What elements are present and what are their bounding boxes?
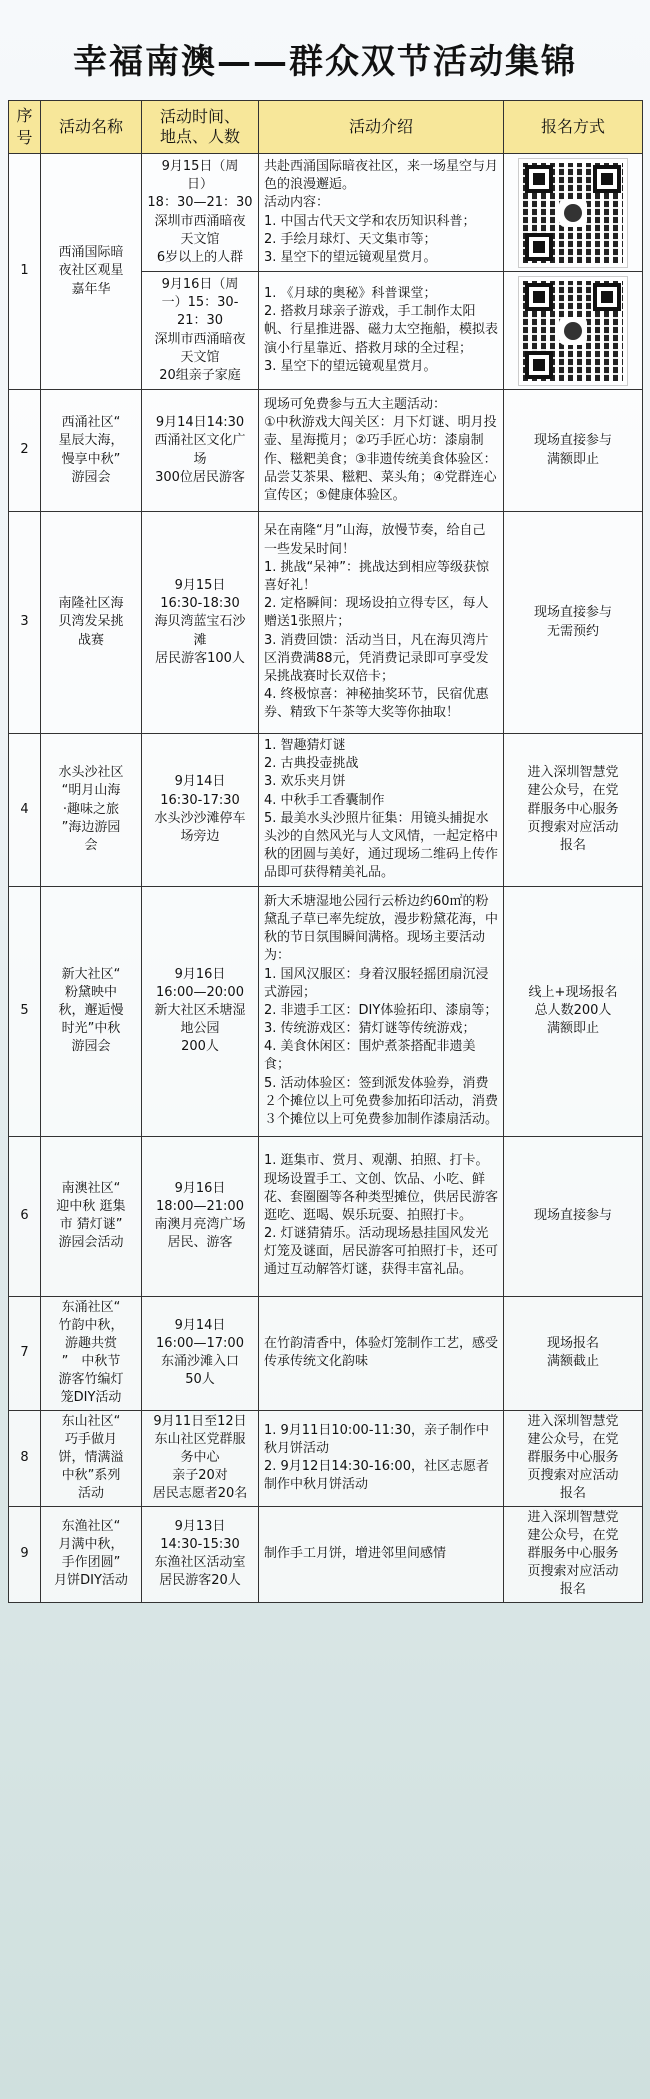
row-number: 5 bbox=[9, 886, 41, 1136]
activity-name-line: 东涌社区“ bbox=[61, 1299, 121, 1315]
registration-method bbox=[504, 1136, 643, 1296]
time-place-line: 20组亲子家庭 bbox=[159, 367, 241, 383]
time-place-line: 6岁以上的人群 bbox=[156, 249, 244, 265]
registration-line: 报名 bbox=[559, 1486, 586, 1502]
registration-line: 页搜索对应活动 bbox=[527, 1564, 619, 1580]
activity-name bbox=[41, 886, 142, 1136]
activity-description: 新大禾塘湿地公园行云桥边约60㎡的粉黛乱子草已率先绽放，漫步粉黛花海，中秋的节日氛围瞬间满格。现场主要活动为： 1. 国风汉服区：身着汉服轻摇团扇沉浸式游园； 2. 非遗手工区：DIY体验拓印、漆扇等； 3. 传统游戏区：猜灯谜等传统游戏； 4. 美食休闲区：围炉煮茶搭配非遗美食； 5. 活动体验区：签到派发体验券，消费２个摊位以上可免费参加拓印活动，消费３个摊位以上可免费参加制作漆扇活动。 bbox=[259, 886, 504, 1136]
row-number: 8 bbox=[9, 1410, 41, 1506]
time-place-line: 南澳月亮湾广场 bbox=[154, 1217, 246, 1232]
row-number: 4 bbox=[9, 734, 41, 887]
table-row bbox=[9, 1136, 643, 1296]
registration-line: 现场直接参与 bbox=[533, 605, 612, 621]
header-desc: 活动介绍 bbox=[259, 101, 504, 154]
activity-name-line: 中秋”系列 bbox=[61, 1468, 121, 1484]
table-row bbox=[9, 1410, 643, 1506]
registration-line: 页搜索对应活动 bbox=[527, 1468, 619, 1484]
activity-name-line: 夜社区观星 bbox=[58, 263, 124, 279]
activity-time-place bbox=[142, 1136, 259, 1296]
activity-name-line: 市 猜灯谜” bbox=[59, 1217, 123, 1232]
registration-method bbox=[504, 886, 643, 1136]
qr-finder-pattern bbox=[525, 351, 553, 379]
time-place-line: 场 bbox=[193, 451, 207, 467]
time-place-line: 东涌沙滩入口 bbox=[160, 1354, 239, 1370]
qr-code-wechat bbox=[519, 159, 627, 267]
activity-name-line: 时光”中秋 bbox=[61, 1021, 121, 1037]
time-place-line: 亲子20对 bbox=[172, 1468, 228, 1484]
activity-name-line: 月饼DIY活动 bbox=[54, 1573, 128, 1589]
registration-line: 建公众号，在党 bbox=[527, 1431, 619, 1447]
activity-name-line: 秋，邂逅慢 bbox=[58, 1002, 124, 1018]
registration-line: 进入深圳智慧党 bbox=[527, 1509, 619, 1525]
time-place-line: 18：30—21：30 bbox=[147, 195, 253, 211]
registration-line: 满额即止 bbox=[546, 1021, 599, 1037]
registration-method bbox=[504, 734, 643, 887]
activity-name-line: 饼，情满溢 bbox=[58, 1450, 124, 1465]
time-place-line: 务中心 bbox=[180, 1450, 220, 1465]
table-row bbox=[9, 734, 643, 887]
activity-time-place bbox=[142, 886, 259, 1136]
activity-name-line: 竹韵中秋， bbox=[58, 1317, 124, 1333]
activity-time-place bbox=[142, 512, 259, 734]
activity-name bbox=[41, 390, 142, 512]
time-place-line: 9月16日 bbox=[174, 966, 226, 982]
time-place-line: 200人 bbox=[181, 1039, 219, 1055]
time-place-line: 居民游客100人 bbox=[155, 650, 245, 666]
registration-line: 页搜索对应活动 bbox=[527, 819, 619, 835]
activity-name-line: 东渔社区“ bbox=[61, 1518, 121, 1534]
activity-name-line: 巧手做月 bbox=[64, 1431, 117, 1447]
header-time: 活动时间、 地点、人数 bbox=[142, 101, 259, 154]
registration-line: 群服务中心服务 bbox=[527, 801, 619, 817]
registration-method bbox=[504, 1410, 643, 1506]
time-place-line: 海贝湾蓝宝石沙 bbox=[154, 614, 246, 630]
time-place-line: 9月16日 bbox=[174, 1180, 226, 1196]
activity-description: 1. 智趣猜灯谜 2. 古典投壶挑战 3. 欢乐夹月饼 4. 中秋手工香囊制作 5. 最美水头沙照片征集：用镜头捕捉水头沙的自然风光与人文风情，一起定格中秋的团圆与美好，通过现场二维码上传作品即可获得精美礼品。 bbox=[259, 734, 504, 887]
time-place-line: 日） bbox=[186, 177, 213, 193]
activity-time-place bbox=[142, 1410, 259, 1506]
time-place-line: 深圳市西涌暗夜 bbox=[154, 213, 246, 229]
activity-name-line: 游园会 bbox=[71, 469, 111, 485]
activity-name bbox=[41, 1506, 142, 1602]
activity-name-line: 西涌国际暗 bbox=[58, 245, 124, 261]
activity-name-line: 活动 bbox=[77, 1486, 104, 1502]
activity-description: 制作手工月饼，增进邻里间感情 bbox=[259, 1506, 504, 1602]
activity-description: 1. 9月11日10:00-11:30，亲子制作中秋月饼活动 2. 9月12日14:30-16:00，社区志愿者制作中秋月饼活动 bbox=[259, 1410, 504, 1506]
qr-finder-pattern bbox=[593, 165, 621, 193]
time-place-line: 新大社区禾塘湿 bbox=[154, 1002, 246, 1018]
registration-line: 满额即止 bbox=[546, 451, 599, 467]
activity-name-line: 游客竹编灯 bbox=[58, 1372, 124, 1388]
time-place-line: 9月14日 bbox=[174, 774, 226, 790]
qr-logo-dot bbox=[564, 322, 582, 340]
activity-name-line: 战赛 bbox=[77, 632, 104, 648]
qr-code-miniprogram bbox=[519, 277, 627, 385]
time-place-line: 天文馆 bbox=[180, 231, 220, 247]
time-place-line: 9月11日至12日 bbox=[153, 1413, 247, 1429]
activity-time-place bbox=[142, 154, 259, 272]
activity-name-line: 会 bbox=[84, 838, 98, 854]
registration-qr bbox=[504, 154, 643, 272]
activity-name-line: ” 中秋节 bbox=[61, 1354, 121, 1370]
header-no: 序号 bbox=[9, 101, 41, 154]
registration-line: 现场报名 bbox=[546, 1335, 599, 1351]
qr-finder-pattern bbox=[593, 283, 621, 311]
time-place-line: 9月15日 bbox=[174, 578, 226, 594]
activity-description: 呆在南隆“月”山海，放慢节奏，给自己一些发呆时间！ 1. 挑战“呆神”：挑战达到相应等级获惊喜好礼！ 2. 定格瞬间：现场设拍立得专区，每人赠送1张照片； 3. 消费回馈：活动当日，凡在海贝湾片区消费满88元，凭消费记录即可享受发呆挑战赛时长双倍卡； 4. 终极惊喜：神秘抽奖环节，民宿优惠券、精致下午茶等大奖等你抽取！ bbox=[259, 512, 504, 734]
registration-method bbox=[504, 1506, 643, 1602]
time-place-line: 天文馆 bbox=[180, 349, 220, 365]
time-place-line: 9月16日（周 bbox=[161, 276, 239, 292]
activity-name-line: ·趣味之旅 bbox=[62, 801, 120, 817]
activity-name bbox=[41, 154, 142, 390]
time-place-line: 深圳市西涌暗夜 bbox=[154, 331, 246, 347]
registration-line: 群服务中心服务 bbox=[527, 1450, 619, 1465]
header-name: 活动名称 bbox=[41, 101, 142, 154]
registration-line: 满额截止 bbox=[546, 1354, 599, 1370]
table-header-row bbox=[9, 101, 643, 154]
registration-line: 群服务中心服务 bbox=[527, 1545, 619, 1561]
activity-name-line: 手作团圆” bbox=[61, 1555, 121, 1571]
registration-line: 线上+现场报名 bbox=[528, 984, 618, 1000]
time-place-line: 地公园 bbox=[180, 1021, 220, 1037]
activity-name bbox=[41, 1296, 142, 1410]
registration-line: 建公众号，在党 bbox=[527, 1527, 619, 1543]
qr-finder-pattern bbox=[525, 165, 553, 193]
activity-description: 1. 逛集市、赏月、观潮、拍照、打卡。现场设置手工、文创、饮品、小吃、鲜花、套圈圈等各种类型摊位，供居民游客逛吃、逛喝、娱乐玩耍、拍照打卡。 2. 灯谜猜猜乐。活动现场悬挂国风发光灯笼及谜面，居民游客可拍照打卡，还可通过互动解答灯谜，获得丰富礼品。 bbox=[259, 1136, 504, 1296]
activity-description: 在竹韵清香中，体验灯笼制作工艺，感受传承传统文化韵味 bbox=[259, 1296, 504, 1410]
registration-line: 现场直接参与 bbox=[533, 1207, 612, 1223]
activity-name-line: 游园会活动 bbox=[58, 1235, 124, 1251]
time-place-line: 16:30-18:30 bbox=[160, 596, 240, 612]
activity-name-line: 南澳社区“ bbox=[61, 1180, 121, 1196]
activity-name bbox=[41, 1136, 142, 1296]
qr-finder-pattern bbox=[525, 233, 553, 261]
row-number: 6 bbox=[9, 1136, 41, 1296]
time-place-line: 居民志愿者20名 bbox=[152, 1486, 248, 1502]
time-place-line: 16:00—20:00 bbox=[156, 984, 244, 1000]
row-number: 3 bbox=[9, 512, 41, 734]
time-place-line: 9月14日 bbox=[174, 1317, 226, 1333]
time-place-line: 9月15日（周 bbox=[161, 158, 239, 174]
page-title: 幸福南澳——群众双节活动集锦 bbox=[73, 42, 577, 82]
time-place-line: 水头沙沙滩停车 bbox=[154, 810, 246, 826]
activity-name-line: 南隆社区海 bbox=[58, 596, 124, 612]
activity-name-line: 贝湾发呆挑 bbox=[58, 614, 124, 630]
activity-name-line: 笼DIY活动 bbox=[60, 1390, 122, 1406]
time-place-line: 18:00—21:00 bbox=[156, 1198, 244, 1214]
registration-method bbox=[504, 390, 643, 512]
registration-line: 报名 bbox=[559, 838, 586, 854]
registration-line: 现场直接参与 bbox=[533, 433, 612, 449]
row-number: 7 bbox=[9, 1296, 41, 1410]
activity-description: 现场可免费参与五大主题活动： ①中秋游戏大闯关区：月下灯谜、明月投壶、星海揽月；②巧手匠心坊：漆扇制作、糍粑美食；③非遗传统美食体验区：品尝艾茶果、糍粑、菜头角；④党群连心宣传区；⑤健康体验区。 bbox=[259, 390, 504, 512]
activity-time-place bbox=[142, 1296, 259, 1410]
time-place-line: 9月14日14:30 bbox=[155, 415, 245, 431]
time-place-line: 16:30-17:30 bbox=[160, 792, 240, 808]
row-number: 1 bbox=[9, 154, 41, 390]
activity-name-line: 粉黛映中 bbox=[64, 984, 117, 1000]
time-place-line: 14:30-15:30 bbox=[160, 1536, 240, 1552]
activity-name bbox=[41, 512, 142, 734]
registration-method bbox=[504, 1296, 643, 1410]
table-row bbox=[9, 390, 643, 512]
time-place-line: 300位居民游客 bbox=[155, 469, 245, 485]
time-place-line: 西涌社区文化广 bbox=[154, 433, 246, 449]
registration-line: 进入深圳智慧党 bbox=[527, 1413, 619, 1429]
qr-center-logo-icon bbox=[559, 199, 587, 227]
registration-line: 报名 bbox=[559, 1582, 586, 1598]
time-place-line: 居民、游客 bbox=[167, 1235, 233, 1251]
activity-name-line: 月满中秋， bbox=[58, 1536, 124, 1552]
time-place-line: 滩 bbox=[193, 632, 207, 648]
activity-name-line: 迎中秋 逛集 bbox=[56, 1198, 126, 1214]
time-place-line: 16:00—17:00 bbox=[156, 1335, 244, 1351]
registration-line: 建公众号，在党 bbox=[527, 783, 619, 799]
activity-time-place bbox=[142, 1506, 259, 1602]
registration-line: 无需预约 bbox=[546, 623, 599, 639]
activity-time-place bbox=[142, 390, 259, 512]
activity-name-line: 游园会 bbox=[71, 1039, 111, 1055]
registration-qr bbox=[504, 272, 643, 390]
row-number: 2 bbox=[9, 390, 41, 512]
activity-name-line: 西涌社区“ bbox=[61, 415, 121, 431]
table-row bbox=[9, 154, 643, 272]
activity-name bbox=[41, 734, 142, 887]
table-row bbox=[9, 1296, 643, 1410]
activity-name-line: 水头沙社区 bbox=[58, 765, 124, 781]
registration-line: 进入深圳智慧党 bbox=[527, 765, 619, 781]
time-place-line: 居民游客20人 bbox=[159, 1573, 241, 1589]
activity-time-place bbox=[142, 272, 259, 390]
activity-name-line: 新大社区“ bbox=[61, 966, 121, 982]
registration-method bbox=[504, 512, 643, 734]
activity-name bbox=[41, 1410, 142, 1506]
registration-line: 总人数200人 bbox=[534, 1002, 612, 1018]
activity-name-line: 嘉年华 bbox=[71, 281, 111, 297]
qr-finder-pattern bbox=[525, 283, 553, 311]
activity-name-line: 星辰大海， bbox=[58, 433, 124, 449]
time-place-line: 9月13日 bbox=[174, 1518, 226, 1534]
table-row bbox=[9, 886, 643, 1136]
time-place-line: 50人 bbox=[185, 1372, 215, 1388]
activity-name-line: 慢享中秋” bbox=[61, 451, 121, 467]
row-number: 9 bbox=[9, 1506, 41, 1602]
activity-name-line: 游趣共赏 bbox=[64, 1335, 117, 1351]
header-reg: 报名方式 bbox=[504, 101, 643, 154]
activity-name-line: 东山社区“ bbox=[61, 1413, 121, 1429]
time-place-line: 东渔社区活动室 bbox=[154, 1555, 246, 1571]
time-place-line: 场旁边 bbox=[180, 828, 220, 844]
activity-table bbox=[8, 100, 643, 1603]
qr-logo-dot bbox=[564, 204, 582, 222]
activity-description: 共赴西涌国际暗夜社区，来一场星空与月色的浪漫邂逅。 活动内容： 1. 中国古代天文学和农历知识科普； 2. 手绘月球灯、天文集市等； 3. 星空下的望远镜观星赏月。 bbox=[259, 154, 504, 272]
activity-name-line: “明月山海 bbox=[61, 783, 121, 799]
activity-description: 1. 《月球的奥秘》科普课堂； 2. 搭救月球亲子游戏，手工制作太阳帆、行星推进器、磁力太空拖船，模拟表演小行星靠近、搭救月球的全过程； 3. 星空下的望远镜观星赏月。 bbox=[259, 272, 504, 390]
time-place-line: 东山社区党群服 bbox=[154, 1431, 246, 1447]
table-row bbox=[9, 512, 643, 734]
table-row bbox=[9, 1506, 643, 1602]
activity-time-place bbox=[142, 734, 259, 887]
time-place-line: 一）15：30- bbox=[161, 295, 239, 311]
activity-name-line: ”海边游园 bbox=[61, 819, 121, 835]
time-place-line: 21：30 bbox=[176, 313, 224, 329]
qr-center-logo-icon bbox=[559, 317, 587, 345]
